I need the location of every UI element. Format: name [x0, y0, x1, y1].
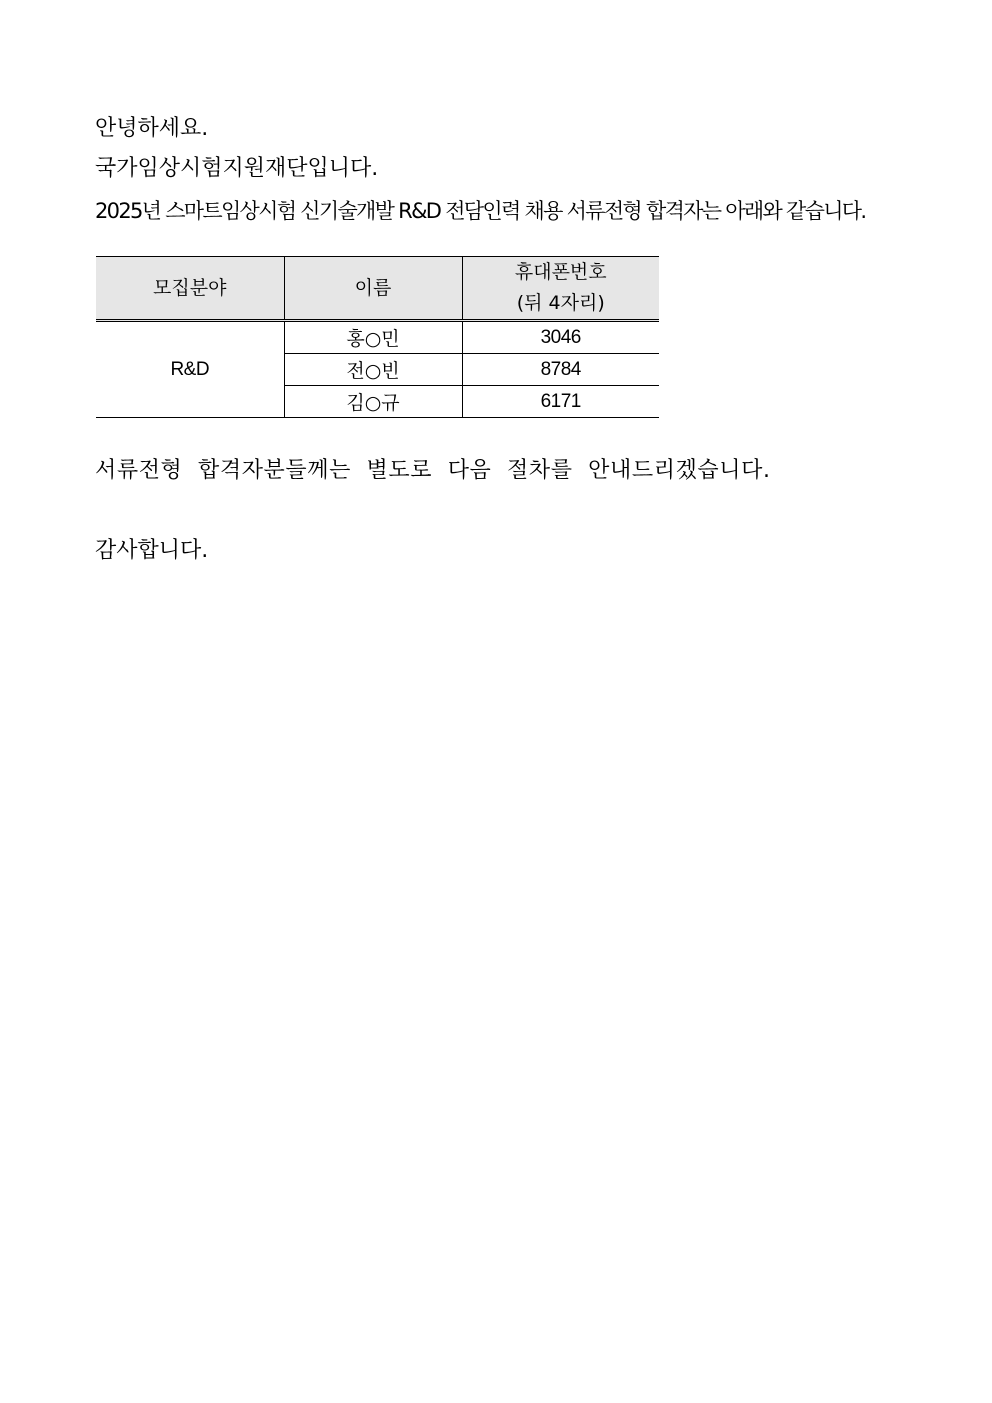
phone-cell: 6171	[462, 386, 659, 418]
name-cell: 홍○민	[284, 321, 462, 354]
header-phone	[462, 257, 659, 321]
table-row	[96, 321, 659, 354]
header-field: 모집분야	[96, 257, 284, 321]
table-header-row	[96, 257, 659, 321]
greeting-text: 안녕하세요.	[95, 116, 209, 141]
header-phone-line2: (뒤 4자리)	[516, 292, 605, 314]
field-cell: R&D	[96, 321, 284, 418]
announcement-text: 2025년 스마트임상시험 신기술개발 R&D 전담인력 채용 서류전형 합격자는 아래와 같습니다.	[95, 199, 866, 223]
header-phone-line1: 휴대폰번호	[514, 261, 607, 283]
thanks-text: 감사합니다.	[95, 538, 209, 563]
header-name: 이름	[284, 257, 462, 321]
name-cell: 전○빈	[284, 354, 462, 386]
phone-cell: 3046	[462, 321, 659, 354]
phone-cell: 8784	[462, 354, 659, 386]
name-cell: 김○규	[284, 386, 462, 418]
results-table	[96, 256, 659, 418]
organization-text: 국가임상시험지원재단입니다.	[95, 156, 379, 181]
closing-text: 서류전형 합격자분들께는 별도로 다음 절차를 안내드리겠습니다.	[95, 458, 771, 483]
